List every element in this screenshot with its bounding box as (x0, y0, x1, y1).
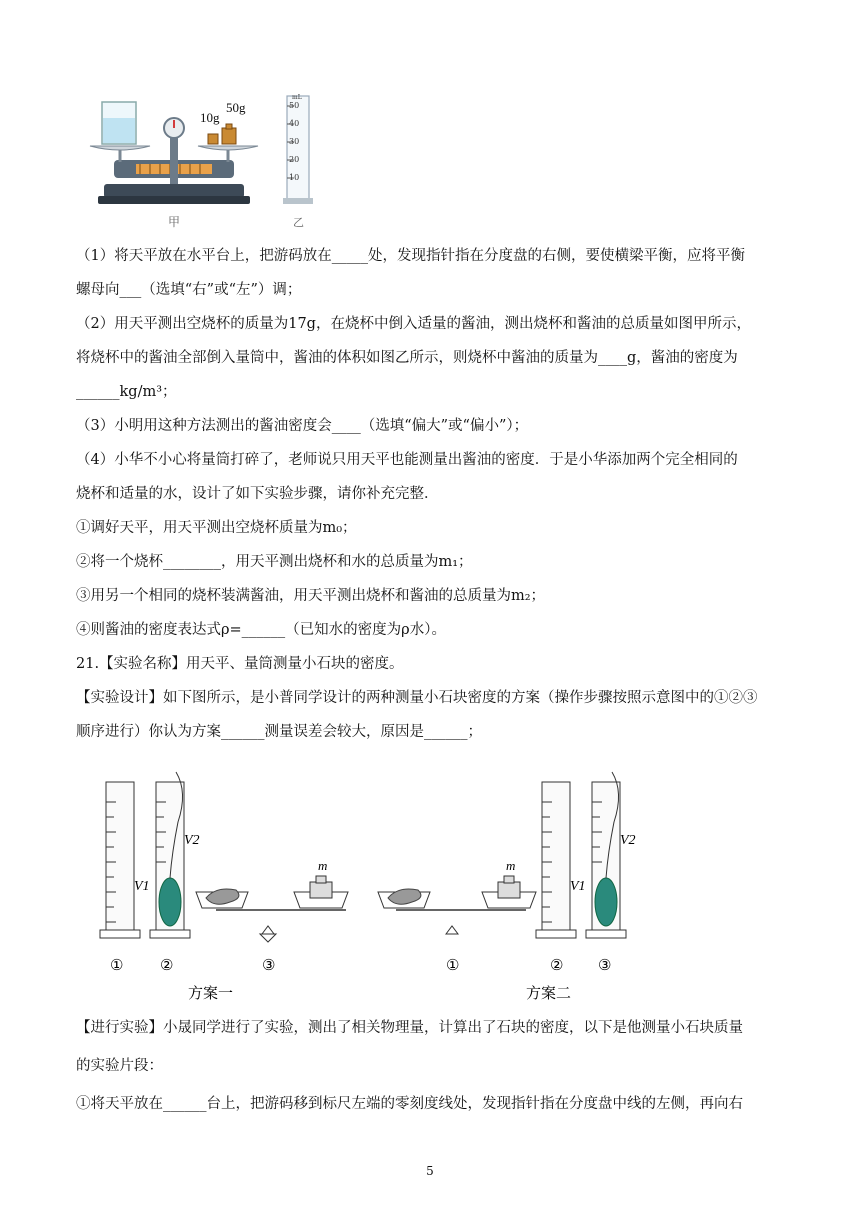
scheme1-caption: 方案一 (188, 984, 234, 1002)
figure-two-schemes (96, 762, 656, 1010)
q2-line-3: ______kg/m³； (76, 384, 177, 400)
cylinder-unit: mL (292, 94, 302, 101)
balance-illustration (90, 102, 258, 204)
cyl-tick-10: 10 (289, 173, 300, 182)
caption-jia: 甲 (168, 215, 181, 229)
step-2: ②将一个烧杯________，用天平测出烧杯和水的总质量为m₁； (76, 554, 473, 570)
q4-line-1: （4）小华不小心将量筒打碎了，老师说只用天平也能测量出酱油的密度．于是小华添加两个完全相同的 (76, 452, 738, 468)
scheme1-cylinder-1 (100, 782, 140, 938)
q1-line-1: （1）将天平放在水平台上，把游码放在_____处，发现指针指在分度盘的右侧，要使横梁平衡，应将平衡 (76, 248, 745, 264)
q2-line-2: 将烧杯中的酱油全部倒入量筒中，酱油的体积如图乙所示，则烧杯中酱油的质量为____g，酱油的密度为 (76, 350, 738, 366)
scheme2-caption: 方案二 (526, 984, 572, 1002)
graduated-cylinder (283, 96, 313, 204)
scheme2-v2-label: V2 (620, 833, 636, 848)
scheme1-balance (196, 876, 348, 942)
q21-procedure-step-1: ①将天平放在______台上，把游码移到标尺左端的零刻度线处，发现指针指在分度盘中线的左侧，再向右 (76, 1096, 743, 1112)
scheme1-cylinder-2 (150, 772, 190, 938)
cyl-tick-20: 20 (289, 155, 300, 164)
q3-line: （3）小明用这种方法测出的酱油密度会____（选填“偏大”或“偏小”）； (76, 418, 529, 434)
scheme2-step-1: ① (446, 956, 460, 974)
scheme1-v2-label: V2 (184, 833, 200, 848)
scheme2-step-3: ③ (598, 956, 612, 974)
q21-title: 21.【实验名称】用天平、量筒测量小石块的密度。 (76, 656, 404, 672)
scheme2-step-2: ② (550, 956, 564, 974)
scheme1-v1-label: V1 (134, 879, 150, 894)
q21-procedure-line-2: 的实验片段： (76, 1058, 163, 1074)
scheme2-cylinder-2 (586, 772, 626, 938)
step-1: ①调好天平，用天平测出空烧杯质量为m₀； (76, 520, 357, 536)
q4-line-2: 烧杯和适量的水，设计了如下实验步骤，请你补充完整． (76, 486, 439, 502)
scheme2-cylinder-1 (536, 782, 576, 938)
step-4: ④则酱油的密度表达式ρ=______（已知水的密度为ρ水）。 (76, 622, 446, 638)
scheme2-balance (378, 876, 536, 934)
q2-line-1: （2）用天平测出空烧杯的质量为17g，在烧杯中倒入适量的酱油，测出烧杯和酱油的总质量如图甲所示， (76, 316, 751, 332)
q21-procedure-line-1: 【进行实验】小晟同学进行了实验，测出了相关物理量，计算出了石块的密度，以下是他测量小石块质量 (76, 1020, 743, 1036)
step-3: ③用另一个相同的烧杯装满酱油，用天平测出烧杯和酱油的总质量为m₂； (76, 588, 546, 604)
scheme1-step-3: ③ (262, 956, 276, 974)
scheme1-step-2: ② (160, 956, 174, 974)
scheme2-v1-label: V1 (570, 879, 586, 894)
caption-yi: 乙 (293, 216, 304, 229)
scheme1-step-1: ① (110, 956, 124, 974)
weight-10g-label: 10g (200, 110, 220, 125)
page-number: 5 (426, 1164, 434, 1178)
weight-50g-label: 50g (226, 100, 246, 115)
scheme1-m-label: m (318, 858, 328, 873)
q21-design-line-1: 【实验设计】如下图所示，是小普同学设计的两种测量小石块密度的方案（操作步骤按照示意图中的①②③ (76, 690, 758, 706)
cyl-tick-40: 40 (289, 119, 300, 128)
scheme2-m-label: m (506, 858, 516, 873)
cyl-tick-30: 30 (289, 137, 300, 146)
cyl-tick-50: 50 (289, 101, 300, 110)
q1-line-2: 螺母向___（选填“右”或“左”）调； (76, 282, 302, 298)
q21-design-line-2: 顺序进行）你认为方案______测量误差会较大，原因是______； (76, 724, 482, 740)
figure-balance-and-cylinder (80, 88, 340, 238)
